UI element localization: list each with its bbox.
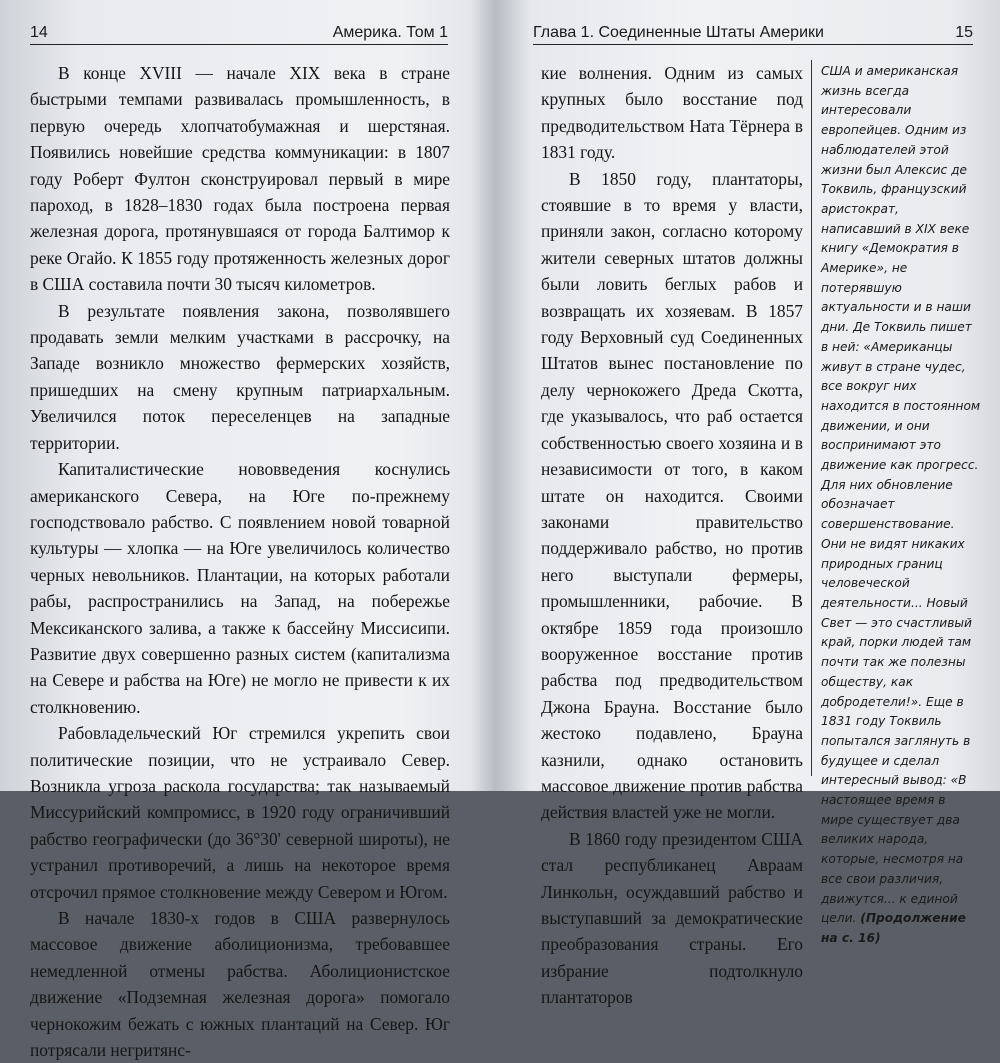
left-body-text [30, 60, 450, 1063]
running-head-title: Глава 1. Соединенные Штаты Америки [533, 24, 824, 41]
left-running-head [30, 22, 448, 45]
paragraph: Рабовладельческий Юг стремился укрепить свои политические позиции, что не устраивало Север. Возникла угроза раскола государства; так называемый Миссурийский компромисс, в 1920 году ограничивший рабство географически (до 36°30' северной широты), не устранил противоречий, а лишь на некоторое время отсрочил прямое столкновение между Севером и Югом. [30, 723, 450, 902]
right-body-text [541, 60, 803, 1011]
sidebar-note [821, 62, 981, 949]
continuation-note: (Продолжение на с. 16) [821, 911, 966, 945]
right-page [503, 0, 1000, 1008]
left-page [0, 0, 497, 1061]
paragraph: кие волнения. Одним из самых крупных было восстание под предводительством Ната Тёрнера в 1831 году. [541, 63, 803, 163]
paragraph: В 1860 году президентом США стал республиканец Авраам Линкольн, осуждавший рабство и выступавший за демократические преобразования страны. Его избрание подтолкнуло плантаторов [541, 828, 803, 1008]
paragraph: В конце XVIII — начале XIX века в стране быстрыми темпами развивалась промышленность, в первую очередь хлопчатобумажная и шерстяная. Появились новейшие средства коммуникации: в 1807 году Роберт Фултон сконструировал первый в мире пароход, в 1828–1830 годах была построена первая железная дорога, протянувшаяся от города Балтимор к реке Огайо. К 1855 году протяженность железных дорог в США составила почти 30 тысяч километров. [30, 63, 450, 295]
running-head-title: Америка. Том 1 [332, 24, 448, 41]
sidebar-text: США и американская жизнь всегда интересовали европейцев. Одним из наблюдателей этой жизни был Алексис де Токвиль, французский аристократ, написавший в XIX веке книгу «Демократия в Америке», не потерявшую актуальности и в наши дни. Де Токвиль пишет в ней: «Американцы живут в стране чудес, все вокруг них находится в постоянном движении, и они воспринимают это движение как прогресс. Для них обновление обозначает совершенствование. Они не видят никаких природных границ человеческой деятельности... Новый Свет — это счастливый край, порки людей там почти так же полезны обществу, как добродетели!». Еще в 1831 году Токвиль попытался заглянуть в будущее и сделал интересный вывод: «В настоящее время в мире существует два великих народа, которые, несмотря на все свои различия, движутся... к единой цели. [821, 64, 981, 926]
page-number: 15 [955, 24, 973, 41]
paragraph: В начале 1830-х годов в США развернулось массовое движение аболиционизма, требовавшее немедленной отмены рабства. Аболиционистское движение «Подземная железная дорога» помогало чернокожим бежать с южных плантаций на Север. Юг потрясали негритянс- [30, 908, 450, 1061]
sidebar-divider [811, 60, 812, 776]
right-running-head [533, 22, 973, 45]
paragraph: Капиталистические нововведения коснулись американского Севера, на Юге по-прежнему господствовало рабство. С появлением новой товарной культуры — хлопка — на Юге увеличилось количество черных невольников. Плантации, на которых работали рабы, распространились на Запад, на побережье Мексиканского залива, а также к бассейну Миссисипи. Развитие двух совершенно разных систем (капитализма на Севере и рабства на Юге) не могло не привести к их столкновению. [30, 459, 450, 717]
paragraph: В 1850 году, плантаторы, стоявшие в то время у власти, приняли закон, согласно которому жители северных штатов должны были ловить беглых рабов и возвращать их хозяевам. В 1857 году Верховный суд Соединенных Штатов вынес постановление по делу чернокожего Дреда Скотта, где указывалось, что раб остается собственностью своего хозяина и в независимости от того, в каком штате он находится. Своими законами правительство поддерживало рабство, но против него выступали фермеры, промышленники, рабочие. В октябре 1859 года произошло вооруженное восстание против рабства под предводительством Джона Брауна. Восстание было жестоко подавлено, Брауна казнили, однако остановить массовое движение против рабства действия властей уже не могли. [541, 168, 803, 823]
page-number: 14 [30, 24, 48, 41]
paragraph: В результате появления закона, позволявшего продавать земли мелким участками в рассрочку, на Западе возникло множество фермерских хозяйств, пришедших на смену крупным патриархальным. Увеличился поток переселенцев на западные территории. [30, 300, 450, 453]
